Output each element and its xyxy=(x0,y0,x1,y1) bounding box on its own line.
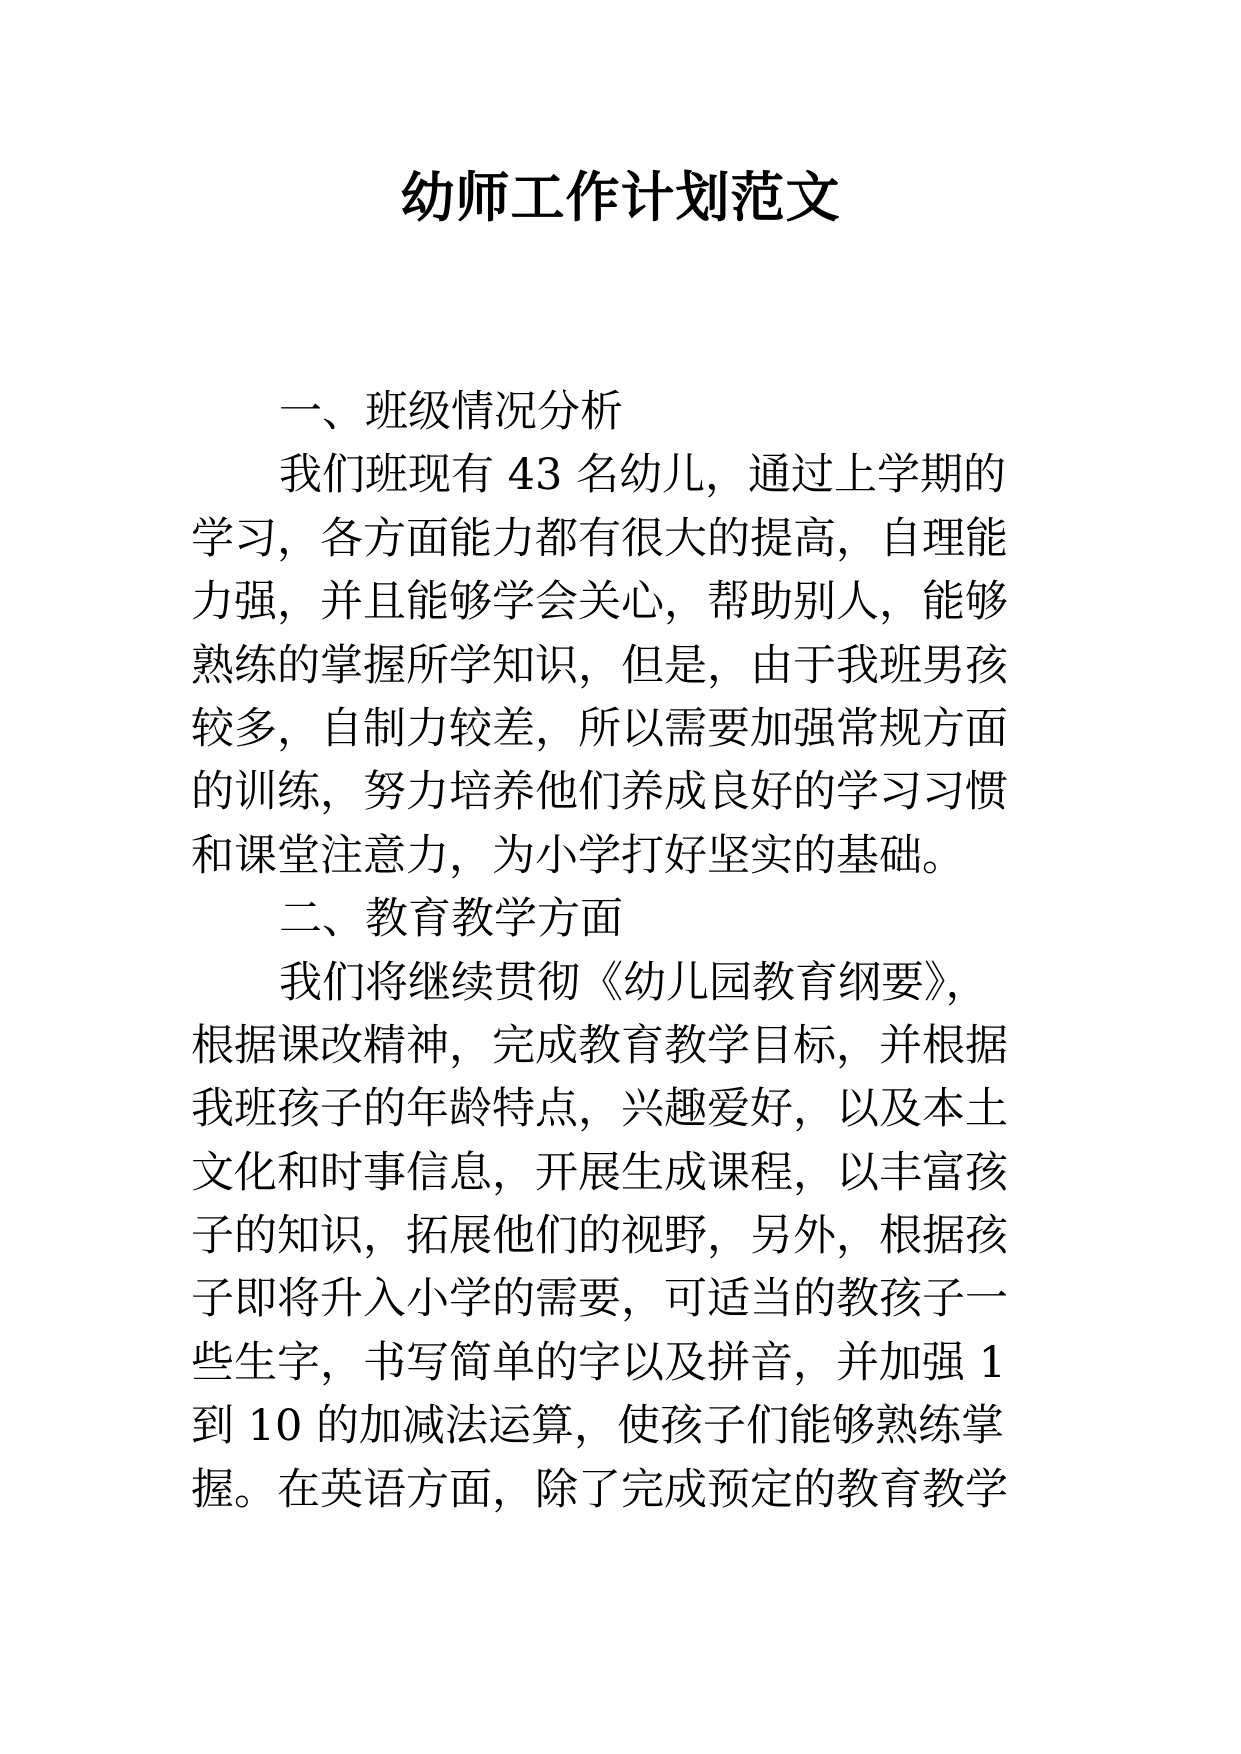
body-line: 握。在英语方面，除了完成预定的教育教学 xyxy=(191,1464,1008,1515)
body-line: 和课堂注意力，为小学打好坚实的基础。 xyxy=(191,830,965,881)
document-title: 幼师工作计划范文 xyxy=(400,165,841,229)
body-line: 学习，各方面能力都有很大的提高，自理能 xyxy=(191,513,1008,564)
section-heading: 二、教育教学方面 xyxy=(279,894,623,945)
body-line: 文化和时事信息，开展生成课程，以丰富孩 xyxy=(191,1147,1008,1198)
body-line: 我们班现有 43 名幼儿，通过上学期的 xyxy=(279,450,1007,501)
body-line: 子即将升入小学的需要，可适当的教孩子一 xyxy=(191,1274,1008,1325)
body-line: 到 10 的加减法运算，使孩子们能够熟练掌 xyxy=(191,1401,1005,1452)
body-line: 根据课改精神，完成教育教学目标，并根据 xyxy=(191,1020,1008,1071)
body-line: 熟练的掌握所学知识，但是，由于我班男孩 xyxy=(191,640,1008,691)
body-line: 力强，并且能够学会关心，帮助别人，能够 xyxy=(191,577,1008,628)
body-line: 的训练，努力培养他们养成良好的学习习惯 xyxy=(191,767,1008,818)
body-line: 子的知识，拓展他们的视野，另外，根据孩 xyxy=(191,1211,1008,1262)
body-line: 我们将继续贯彻《幼儿园教育纲要》， xyxy=(279,957,989,1008)
section-heading: 一、班级情况分析 xyxy=(279,387,623,437)
document-body xyxy=(191,381,1051,1522)
body-line: 我班孩子的年龄特点，兴趣爱好，以及本土 xyxy=(191,1084,1008,1135)
body-line: 较多，自制力较差，所以需要加强常规方面 xyxy=(191,703,1008,754)
body-line: 些生字，书写简单的字以及拼音，并加强 1 xyxy=(191,1337,1007,1388)
